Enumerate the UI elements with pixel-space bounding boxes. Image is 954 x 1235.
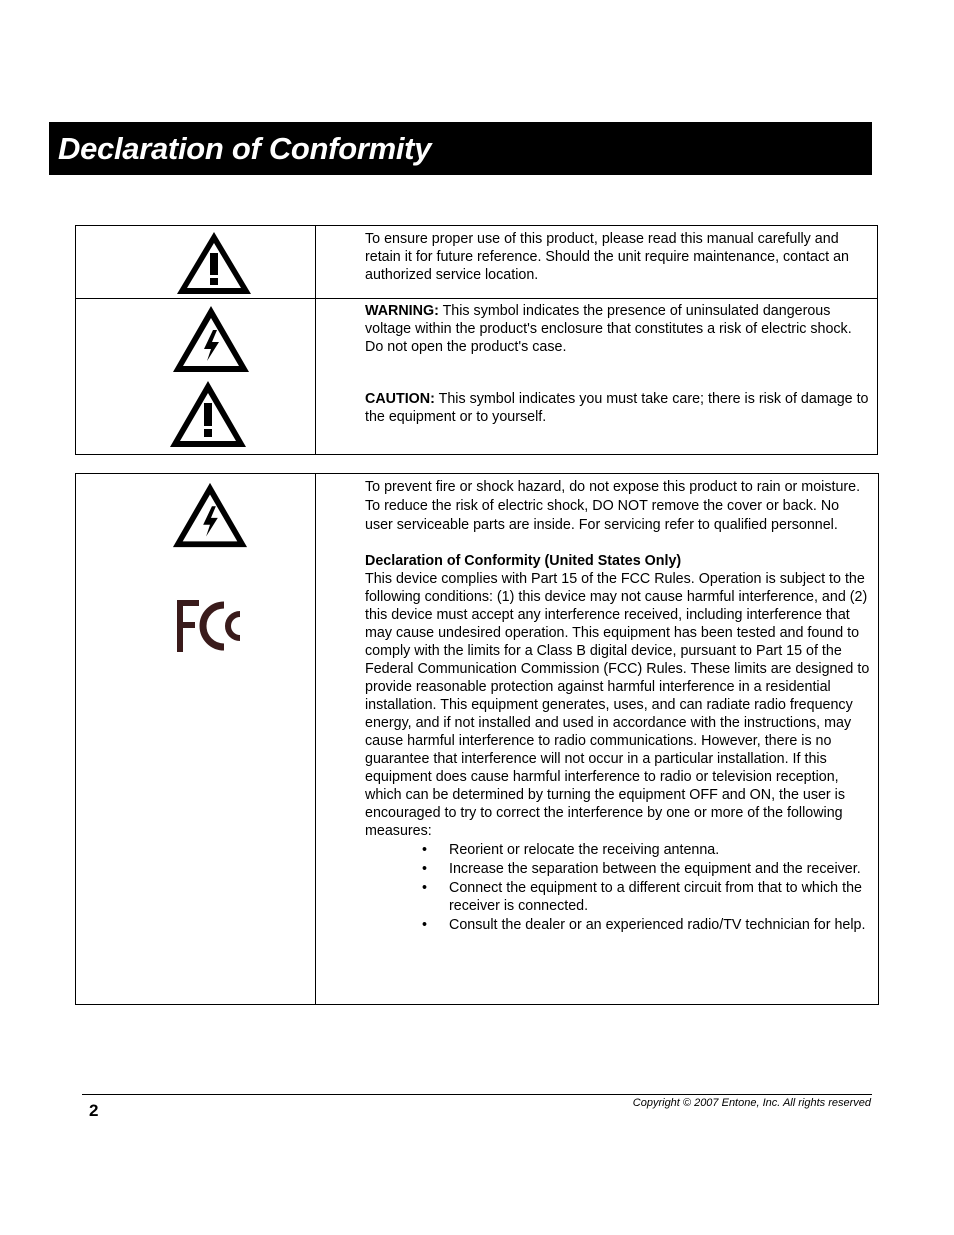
copyright-notice: Copyright © 2007 Entone, Inc. All rights reserved [632, 1097, 871, 1109]
text-cell [316, 474, 879, 1005]
icon-cell [76, 474, 316, 1005]
list-item: • Consult the dealer or an experienced radio/TV technician for help. [422, 917, 866, 933]
bullet: • [422, 880, 428, 896]
hazard-paragraph: To prevent fire or shock hazard, do not expose this product to rain or moisture. To reduce the risk of electric shock, DO NOT remove the cover or back. No user serviceable parts are inside. For servicing refer to qualified personnel. [365, 479, 861, 533]
warning-exclamation-icon [175, 230, 253, 296]
text-cell [316, 299, 878, 455]
icon-cell [76, 299, 316, 455]
table-row [76, 299, 878, 455]
warning-text: This symbol indicates the presence of uninsulated dangerous voltage within the product's enclosure that constitutes a risk of electric shock. Do not open the product's case. [365, 303, 852, 355]
high-voltage-icon [171, 304, 251, 374]
icon-cell [76, 226, 316, 299]
fcc-logo [176, 598, 250, 654]
page-title: Declaration of Conformity [58, 131, 432, 166]
caution-text: This symbol indicates you must take care; there is risk of damage to the equipment or to yourself. [365, 391, 869, 425]
table-row [76, 474, 879, 1005]
doc-body: This device complies with Part 15 of the FCC Rules. Operation is subject to the following conditions: (1) this device may not cause harmful interference, and (2) this device must accept any interference received, including interference that may cause undesired operation. This equipment has been tested and found to comply with the limits for a Class B digital device, pursuant to Part 15 of the Federal Communication Commission (FCC) Rules. These limits are designed to provide reasonable protection against harmful interference in a residential installation. This equipment generates, uses, and can radiate radio frequency energy, and if not installed and used in accordance with the instructions, may cause harmful interference to radio communications. However, there is no guarantee that interference will not occur in a particular installation. If this equipment does cause harmful interference to radio or television reception, which can be determined by turning the equipment OFF and ON, the user is encouraged to try to correct the interference by one or more of the following measures: [365, 571, 870, 839]
high-voltage-icon [171, 480, 249, 550]
warning-paragraph [365, 302, 869, 356]
page-number: 2 [89, 1101, 99, 1120]
caution-label: CAUTION: [365, 391, 435, 407]
warning-label: WARNING: [365, 303, 439, 319]
title-bar [49, 122, 872, 175]
table-row [76, 226, 878, 299]
list-item: • Increase the separation between the equipment and the receiver. [422, 861, 861, 877]
caution-paragraph [365, 390, 869, 426]
bullet: • [422, 861, 428, 877]
footer-divider [82, 1094, 872, 1095]
bullet: • [422, 917, 428, 933]
doc-heading: Declaration of Conformity (United States Only) [365, 553, 682, 569]
fcc-table [75, 473, 879, 1005]
measures-list [365, 841, 870, 934]
text-cell [316, 226, 878, 299]
usage-notice: To ensure proper use of this product, please read this manual carefully and retain it for future reference. Should the unit require maintenance, contact an authorized service location. [365, 231, 849, 283]
bullet: • [422, 842, 428, 858]
caution-exclamation-icon [168, 379, 248, 449]
safety-symbols-table [75, 225, 878, 455]
list-item: • Reorient or relocate the receiving antenna. [422, 842, 720, 858]
list-item: • Connect the equipment to a different circuit from that to which the receiver is connected. [422, 880, 862, 914]
